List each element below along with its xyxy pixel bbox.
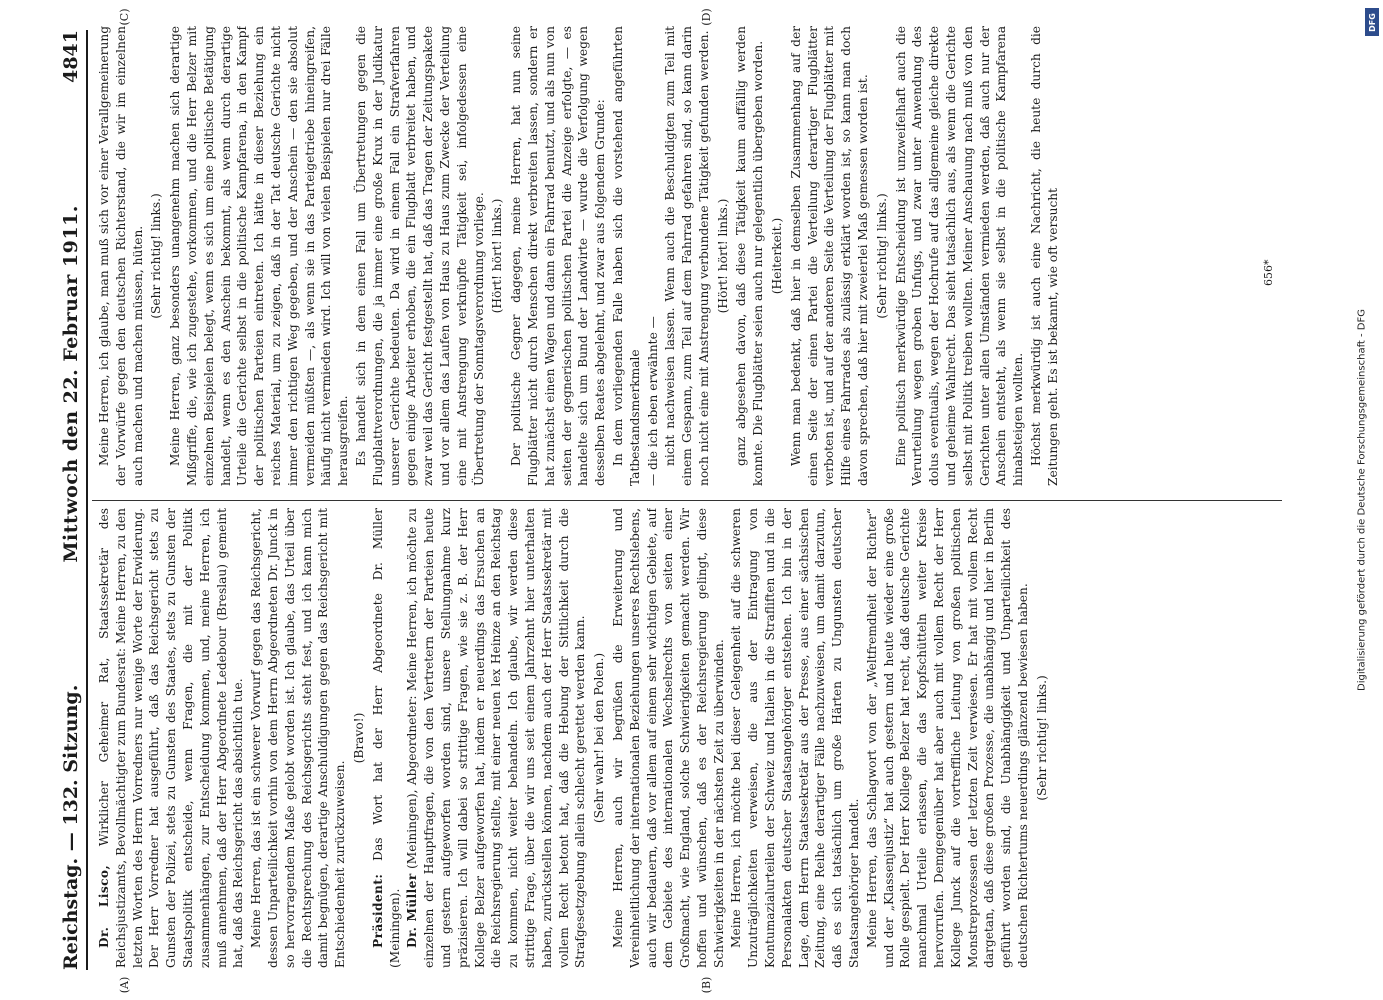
paragraph: Meine Herren, das ist ein schwerer Vorwurf gegen das Reichsgericht, dessen Unparteilichkeit vorhin von dem Herrn Abgeordneten Dr. Junck in so hervorragendem Maße gelobt worden ist. Ich glaube, das Urteil über die Rechtsprechung des Reichsgerichts steht fest, und ich kann mich damit begnügen, derartige Anschuldigungen gegen das Reichsgericht mit Entschiedenheit zurückzuweisen. <box>249 508 348 968</box>
paragraph: Höchst merkwürdig ist auch eine Nachricht, die heute durch die Zeitungen geht. Es ist bekannt, wie oft versucht <box>1029 26 1060 486</box>
paragraph-text: Wirklicher Geheimer Rat, Staatssekretär des Reichsjustizamts, Bevollmächtigter zum Bundesrat: Meine Herren, zu den letzten Worten des Herrn Vorredners nur wenige Worte der Erwiderung. Der Herr Vorredner hat ausgeführt, daß das Reichsgericht stets zu Gunsten der Polizei, stets zu Gunsten des Staates, stets zu Gunsten der Staatspolitik entscheide, wenn Fragen, die mit der Politik zusammenhängen, zur Entscheidung kommen, und, meine Herren, ich muß annehmen, daß der Herr Abgeordnete Ledebour (Breslau) gemeint hat, daß das Reichsgericht das absichtlich tue. <box>97 508 246 968</box>
paragraph: Meine Herren, das Schlagwort von der „Weltfremdheit der Richter“ und der „Klassenjustiz“ hat auch gestern und heute wieder eine große Rolle gespielt. Der Herr Kollege Belzer hat recht, daß deutsche Gerichte manchmal Urteile erlassen, die das Kopfschütteln weiter Kreise hervorrufen. Demgegenüber hat aber auch mit vollem Recht der Herr Kollege Junck auf die vortreffliche Leitung von großen politischen Monstreprozessen der letzten Zeit verwiesen. Er hat mit vollem Recht dargetan, daß diese großen Prozesse, die unabhängig und hier in Berlin geführt worden sind, die Unabhängigkeit und Unparteilichkeit des deutschen Richtertums neuerdings glänzend bewiesen haben. <box>864 508 1031 968</box>
left-column <box>96 508 1276 968</box>
header-left: Reichstag. — 132. Sitzung. <box>60 684 82 970</box>
dfg-logo <box>1365 8 1379 36</box>
margin-mark-d: (D) <box>700 8 713 26</box>
interjection: (Hört! hört! links.) <box>490 198 505 314</box>
paragraph <box>370 508 404 968</box>
margin-mark-a: (A) <box>118 976 131 994</box>
interjection: (Bravo!) <box>351 712 366 764</box>
page-header <box>48 30 82 970</box>
paragraph: Meine Herren, ich glaube, man muß sich vor einer Verallgemeinerung der Vorwürfe gegen den deutschen Richterstand, die wir im einzelnen auch machen und machen müssen, hüten. <box>97 26 145 486</box>
paragraph: Meine Herren, auch wir begrüßen die Erweiterung und Vereinheitlichung der internationalen Beziehungen unseres Rechtslebens, auch wir bedauern, daß vor allem auf einem sehr wichtigen Gebiete, auf dem Gebiete des internationalen Wechselrechts von seiten einer Großmacht, wie England, solche Schwierigkeiten gemacht werden. Wir hoffen und wünschen, daß es der Reichsregierung gelingt, diese Schwierigkeiten in der nächsten Zeit zu überwinden. <box>610 508 726 968</box>
paragraph <box>404 508 589 968</box>
speaker-name: Präsident: <box>370 873 385 948</box>
quotation: nicht nachweisen lassen. Wenn auch die Beschuldigten zum Teil mit einem Gespann, zum Teil auf dem Fahrrad gefahren sind, so kann darin noch nicht eine mit Anstrengung verbundene Tätigkeit gefunden werden. <box>663 26 711 486</box>
margin-mark-b: (B) <box>700 976 713 994</box>
quotation: In dem vorliegenden Falle haben sich die vorstehend angeführten Tatbestandsmerkmale <box>610 26 642 486</box>
paragraph-text: (Meiningen), Abgeordneter: Meine Herren, ich möchte zu einzelnen der Hauptfragen, die von den Vertretern der Parteien heute und gestern aufgeworfen worden sind, unsere Stellungnahme kurz präzisieren. Ich will dabei so strittige Fragen, wie sie z. B. der Herr Kollege Belzer aufgeworfen hat, indem er neuerdings das Ersuchen an die Reichsregierung stellte, mit einer neuen lex Heinze an den Reichstag zu kommen, nicht weiter behandeln. Ich glaube, wir werden diese strittige Frage, über die wir uns seit einem Jahrzehnt hier unterhalten haben, zurückstellen können, nachdem auch der Herr Staatssekretär mit vollem Recht betont hat, daß die Hebung der Sittlichkeit durch die Strafgesetzgebung allein schlecht gerettet werden kann. <box>405 508 588 968</box>
dfg-logo-text: DFG <box>1367 12 1377 32</box>
paragraph: Eine politisch merkwürdige Entscheidung ist unzweifelhaft auch die Verurteilung wegen groben Unfugs, und zwar unter Anwendung des dolus eventualis, wegen der Hochrufe auf das allgemeine gleiche direkte und geheime Wahlrecht. Das sieht tatsächlich aus, als wenn die Gerichte selbst mit Politik treiben wollten. Meiner Anschauung nach muß von den Gerichten unter allen Umständen vermieden werden, daß auch nur der Anschein entsteht, als wenn sie selbst in die politische Kampfarena hinabsteigen wollten. <box>893 26 1026 486</box>
speaker-name: Dr. Lisco, <box>97 864 111 948</box>
interjection: (Hört! hört! links.) <box>715 198 730 314</box>
header-date: Mittwoch den 22. Februar 1911. <box>60 205 82 563</box>
header-rule <box>86 30 88 970</box>
paragraph <box>96 508 247 968</box>
quotation: ganz abgesehen davon, daß diese Tätigkeit kaum auffällig werden konnte. Die Flugblätter seien auch nur gelegentlich übergeben worden. <box>734 26 766 486</box>
column-divider <box>92 500 1282 501</box>
interjection: (Sehr wahr! bei den Polen.) <box>592 652 607 824</box>
interjection: (Sehr richtig! links.) <box>1034 675 1049 801</box>
paragraph: Meine Herren, ich möchte bei dieser Gelegenheit auf die schweren Unzuträglichkeiten verweisen, die aus der Eintragung von Kontumazialurteilen der Schweiz und Italien in die Strafliften und in die Personalakten deutscher Staatsangehöriger entstehen. Ich bin in der Lage, dem Herrn Staatssekretär aus der Presse, aus einer sächsischen Zeitung, eine Reihe derartiger Fälle nachzuweisen, um damit darzutun, daß es sich tatsächlich um große Härten zu Ungunsten deutscher Staatsangehöriger handelt. <box>729 508 862 968</box>
paragraph: Der politische Gegner dagegen, meine Herren, hat nun seine Flugblätter nicht durch Menschen direkt verbreiten lassen, sondern er hat zunächst einen Wagen und dann ein Fahrrad benutzt, und als nun von seiten der gegnerischen politischen Partei die Anzeige erfolgte, — es handelte sich um Bund der Landwirte — wurde die Verfolgung wegen desselben Reates abgelehnt, und zwar aus folgendem Grunde: <box>509 26 608 486</box>
paragraph-text: Das Wort hat der Herr Abgeordnete Dr. Müller (Meiningen). <box>370 508 402 968</box>
paragraph: Es handelt sich in dem einen Fall um Übertretungen gegen die Flugblattverordnungen, die ja immer eine große Krux in der Judikatur unserer Gerichte bedeuten. Da wird in einem Fall ein Strafverfahren gegen einige Arbeiter erhoben, die ein Flugblatt verbreitet haben, und zwar weil das Gericht festgestellt hat, daß das Tragen der Zeitungspakete und vor allem das Laufen von Haus zu Haus zum Zwecke der Verteilung eine mit Anstrengung verknüpfte Tätigkeit sei, infolgedessen eine Übertretung der Sonntagsverordnung vorliege. <box>353 26 486 486</box>
margin-mark-c: (C) <box>118 8 131 26</box>
interjection: (Heiterkeit.) <box>770 217 785 295</box>
paragraph: Meine Herren, ganz besonders unangenehm machen sich derartige Mißgriffe, die, wie ich zugestehe, vorkommen, und die Herr Belzer mit einzelnen Beispielen belegt, wenn es sich um eine politische Betätigung handelt, wenn es den Anschein bekommt, als wenn durch derartige Urteile die Gerichte selbst in die politische Kampfarena, in den Kampf der politischen Parteien eintreten. Ich hätte in dieser Beziehung ein reiches Material, um zu zeigen, daß in der Tat deutsche Gerichte nicht immer den richtigen Weg gegeben, und der Anschein — den sie absolut vermeiden müßten —, als wenn sie in das Parteigetriebe hineingreifen, häufig nicht vermieden wird. Ich will von vielen Beispielen nur drei Fälle herausgreifen. <box>168 26 351 486</box>
interjection: (Sehr richtig! links.) <box>149 193 164 319</box>
digitization-footnote: Digitalisierung gefördert durch die Deutsche Forschungsgemeinschaft - DFG <box>1356 308 1368 692</box>
page-number: 4841 <box>60 30 82 83</box>
interjection: (Sehr richtig! links.) <box>874 193 889 319</box>
aside: — die ich eben erwähnte — <box>645 316 660 486</box>
signature-mark: 656* <box>1262 259 1275 286</box>
speaker-name: Dr. Müller <box>405 873 420 948</box>
paragraph: Wenn man bedenkt, daß hier in demselben Zusammenhang auf der einen Seite der einen Partei die Verteilung derartiger Flugblätter verboten ist, und auf der anderen Seite die Verteilung der Flugblätter mit Hilfe eines Fahrrades als zulässig erklärt worden ist, so kann man doch davon sprechen, daß hier mit zweierlei Maß gemessen worden ist. <box>788 26 871 486</box>
right-column <box>96 26 1276 486</box>
